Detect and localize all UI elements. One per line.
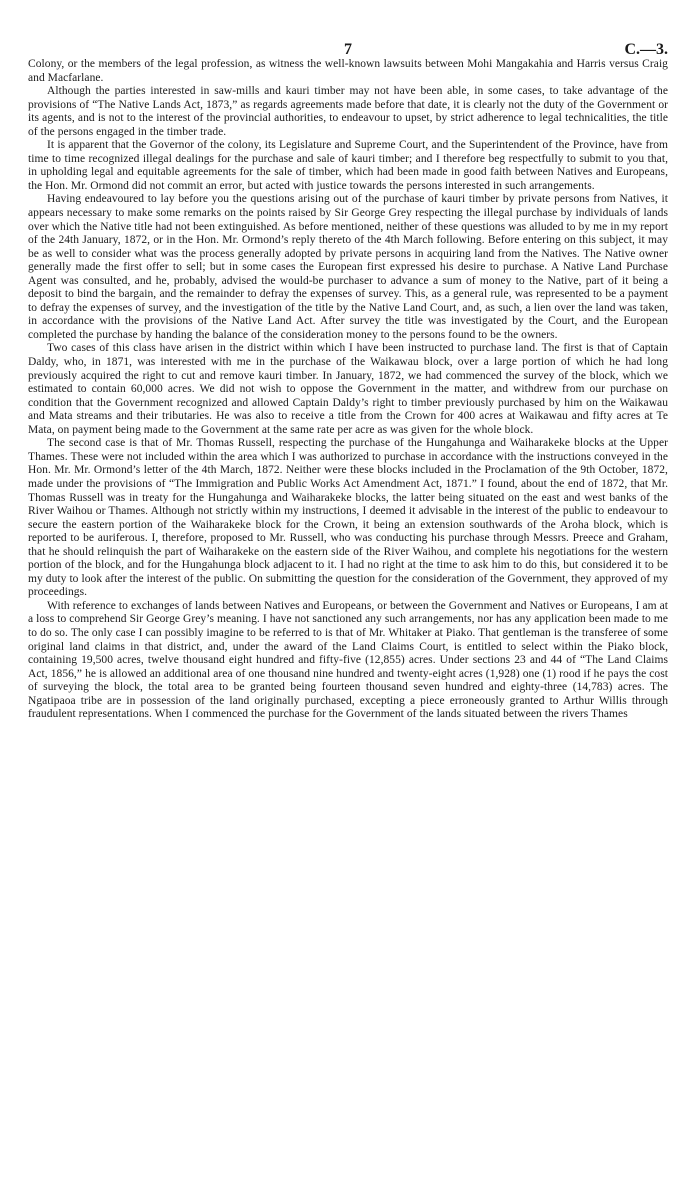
paragraph-private-purchase-process: Having endeavoured to lay before you the questions arising out of the purchase of kauri timber by private persons from Natives, it appears necessary to make some remarks on the points raised by Sir George Grey respecting the illegal purchase by individuals of lands over which the Native title had not been extinguished. As before mentioned, neither of these questions was alluded to by me in my report of the 24th January, 1872, or in the Hon. Mr. Ormond’s reply thereto of the 4th March following. Before entering on this subject, it may be as well to consider what was the process generally adopted by private persons in acquiring land from the Natives. The Native owner generally made the first offer to sell; but in some cases the European first expressed his desire to purchase. A Native Land Purchase Agent was consulted, and he, probably, advised the would-be purchaser to advance a sum of money to the Native, part of it being a deposit to bind the bargain, and the remainder to defray the expenses of survey. This, as a general rule, was represented to be a payment to defray the expenses of survey, and the investigation of the title by the Native Land Court, and, as such, a lien over the land was taken, in accordance with the provisions of the Native Land Act. After survey the title was investigated by the Court, and the European completed the purchase by handing the balance of the consideration money to the persons found to be the owners. bbox=[28, 193, 668, 341]
paragraph-thomas-russell-case: The second case is that of Mr. Thomas Russell, respecting the purchase of the Hungahunga and Waiharakeke blocks at the Upper Thames. These were not included within the area which I was authorized to purchase in accordance with the instructions conveyed in the Hon. Mr. Mr. Ormond’s letter of the 4th March, 1872. Neither were these blocks included in the Proclamation of the 9th October, 1872, made under the provisions of “The Immigration and Public Works Act Amendment Act, 1871.” I found, about the end of 1872, that Mr. Thomas Russell was in treaty for the Hungahunga and Waiharakeke blocks, the latter being situated on the east and west banks of the River Waihou or Thames. Although not strictly within my instructions, I deemed it advisable in the interest of the public to endeavour to secure the eastern portion of the Waiharakeke block for the Crown, it being an extension southwards of the Aroha block, which is reported to be auriferous. I, therefore, proposed to Mr. Russell, who was conducting his purchase through Messrs. Preece and Graham, that he should relinquish the part of Waiharakeke on the eastern side of the River Waihou, and complete his negotiations for the western portion of the block, and for the Hungahunga block adjacent to it. I had no right at the time to ask him to do this, but considered it to be my duty to look after the interest of the public. On submitting the question for the consideration of the Government, they approved of my proceedings. bbox=[28, 437, 668, 599]
paragraph-timber-agreements: Although the parties interested in saw-mills and kauri timber may not have been able, in some cases, to take advantage of the provisions of “The Native Lands Act, 1873,” as regards agreements made before that date, it is clearly not the duty of the Government or its agents, and is not to the interest of the provincial authorities, to endeavour to upset, by strict adherence to legal technicalities, the title of the persons engaged in the timber trade. bbox=[28, 85, 668, 138]
paragraph-captain-daldy-case: Two cases of this class have arisen in the district within which I have been instructed to purchase land. The first is that of Captain Daldy, who, in 1871, was interested with me in the purchase of the Waikawau block, over a large portion of which he had long previously acquired the right to cut and remove kauri timber. In January, 1872, we had commenced the survey of the block, which we estimated to contain 60,000 acres. We did not wish to oppose the Government in the matter, and withdrew from our purchase on condition that the Government recognized and allowed Captain Daldy’s right to timber previously purchased by him on the Waikawau and Mata streams and their tributaries. He was also to receive a title from the Crown for 400 acres at Waikawau and fifty acres at Te Mata, on payment being made to the Government at the same rate per acre as was given for the whole block. bbox=[28, 342, 668, 436]
document-page bbox=[28, 0, 668, 1200]
document-reference: C.—3. bbox=[624, 41, 668, 58]
paragraph-land-exchanges: With reference to exchanges of lands between Natives and Europeans, or between the Government and Natives or Europeans, I am at a loss to comprehend Sir George Grey’s meaning. I have not sanctioned any such arrangements, nor has any application been made to me to do so. The only case I can possibly imagine to be referred to is that of Mr. Whitaker at Piako. That gentleman is the transferee of some original land claims in that district, and, under the award of the Land Claims Court, is entitled to select within the Piako block, containing 19,500 acres, twelve thousand eight hundred and fifty-five (12,855) acres. Under sections 23 and 44 of “The Land Claims Act, 1856,” he is allowed an additional area of one thousand nine hundred and twenty-eight acres (1,928) one (1) rood if he pays the cost of surveying the block, the total area to be granted being fourteen thousand seven hundred and eighty-three (14,783) acres. The Ngatipaoa tribe are in possession of the land originally purchased, excepting a piece erroneously granted to Arthur Willis through fraudulent representations. When I commenced the purchase for the Government of the lands situated between the rivers Thames bbox=[28, 599, 668, 721]
paragraph-governor-recognition: It is apparent that the Governor of the colony, its Legislature and Supreme Court, and the Superintendent of the Province, have from time to time recognized illegal dealings for the purchase and sale of kauri timber; and I therefore beg respectfully to submit to you that, in upholding legal and equitable agreements for the sale of timber, which had been made in good faith between Natives and Europeans, the Hon. Mr. Ormond did not commit an error, but acted with justice towards the persons interested in such arrangements. bbox=[28, 139, 668, 192]
page-header bbox=[28, 0, 668, 58]
body-text bbox=[28, 58, 668, 722]
page-number: 7 bbox=[344, 41, 352, 58]
paragraph-continued: Colony, or the members of the legal profession, as witness the well-known lawsuits between Mohi Mangakahia and Harris versus Craig and Macfarlane. bbox=[28, 58, 668, 84]
